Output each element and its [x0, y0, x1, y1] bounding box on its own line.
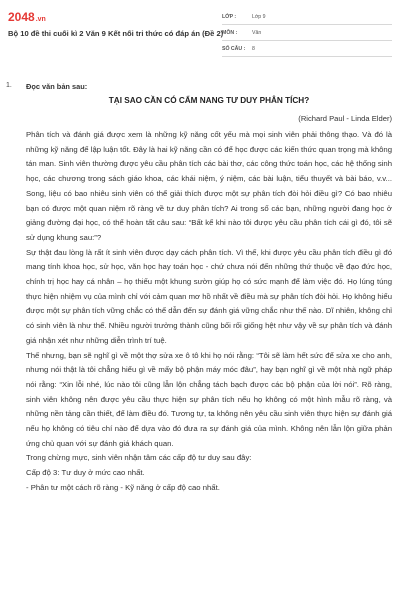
meta-info [222, 9, 392, 57]
meta-row-subject [222, 25, 392, 41]
question-content [0, 72, 400, 600]
page-header [0, 0, 400, 62]
meta-label: MÔN : [222, 29, 238, 36]
site-logo[interactable]: 2048.vn [8, 10, 46, 24]
paragraph: - Phân tư một cách rõ ràng - Kỹ năng ở cấp độ cao nhất. [26, 482, 220, 492]
meta-row-question-count [222, 41, 392, 57]
meta-label: SỐ CÂU : [222, 45, 246, 52]
article-body [26, 128, 392, 496]
article-title: TẠI SAO CẦN CÓ CẨM NANG TƯ DUY PHÂN TÍCH? [108, 96, 310, 105]
article-author: (Richard Paul - Linda Elder) [298, 114, 392, 123]
paragraph: Sự thật đau lòng là rất ít sinh viên được dạy cách phân tích. Vì thế, khi được yêu cầu phân tích điều gì đó mang tính khoa học, sử học, văn học hay toán học - chứ chưa nói đến những thứ thuộc về đạo đức học, chính trị học hay cá nhân – họ thiếu một khung sườn giúp họ có sức mạnh để làm việc đó. Họ lúng túng thực hiện nhiệm vụ của mình chỉ với cảm quan mơ hồ nhất về điều mà sự phân tích đòi hỏi. Họ không hiểu được một sự phân tích vững chắc có thể dẫn đến sự đánh giá vững chắc như thế nào. Dĩ nhiên, không chỉ có sinh viên là như thế. Nhiều người trưởng thành cũng bối rối giống hệt như vậy về sự phân tích và đánh giá nhận xét như những diễn trình trí tuệ. [26, 247, 392, 345]
question-number: 1. [6, 82, 12, 89]
meta-label: LỚP : [222, 13, 237, 20]
paragraph: Phân tích và đánh giá được xem là những kỹ năng cốt yếu mà mọi sinh viên phải thông thạo. Và đó là những kỹ năng để lập luận tốt. Đây là hai kỹ năng cần có để học được các kiến thức quan trọng mà không tán man. Sinh viên thường được yêu cầu phân tích các bài thơ, các công thức toán học, các hệ thống sinh học, các chương trong sách giáo khoa, các khái niệm, ý niệm, các bài luận, tiểu thuyết và bài báo, v.v... Song, liệu có bao nhiêu sinh viên có thể giải thích được một sự phân tích đòi hỏi điều gì? Có bao nhiêu bạn có được một quan niệm rõ ràng về tư duy phân tích? Ai trong số các bạn, những người đang học ở giảng đường đại học, có thể hoàn tất câu sau: “Bất kể khi nào tôi được yêu cầu phân tích cái gì đó, tôi sẽ sử dụng khung sau:”? [26, 130, 392, 242]
paragraph: Trong chừng mực, sinh viên nhận tâm các cấp độ tư duy sau đây: [26, 453, 252, 463]
document-title: Bộ 10 đề thi cuối kì 2 Văn 9 Kết nối tri thức có đáp án (Đề 2) [8, 29, 224, 38]
paragraph: Cấp độ 3: Tư duy ở mức cao nhất. [26, 468, 145, 478]
meta-row-class [222, 9, 392, 25]
meta-value: Lớp 9 [252, 13, 266, 20]
question-prompt: Đọc văn bản sau: [26, 82, 88, 91]
paragraph: Thế nhưng, bạn sẽ nghĩ gì về một thợ sửa xe ô tô khi họ nói rằng: “Tôi sẽ làm hết sức để sửa xe cho anh, nhưng nói thật là tôi chẳng hiểu gì về mấy bộ phận máy móc đâu”, hay bạn nghĩ gì về một nhà ngữ pháp nói rằng: “Xin lỗi nhé, lúc nào tôi cũng lẫn lộn chẳng tách bạch được các bộ phận của lời nói”. Rõ ràng, sinh viên không nên được yêu cầu thực hiện sự phân tích nếu họ không có một hình mẫu rõ ràng, và những nền tảng cần thiết, để làm điều đó. Tương tự, ta không nên yêu cầu sinh viên thực hiện sự đánh giá nếu họ không có tiêu chí nào để dựa vào đó đưa ra sự đánh giá của mình. Không nên lẫn lộn giữa phản ứng chủ quan với sự đánh giá khách quan. [26, 350, 392, 448]
meta-value: 8 [252, 45, 255, 52]
meta-value: Văn [252, 29, 262, 36]
